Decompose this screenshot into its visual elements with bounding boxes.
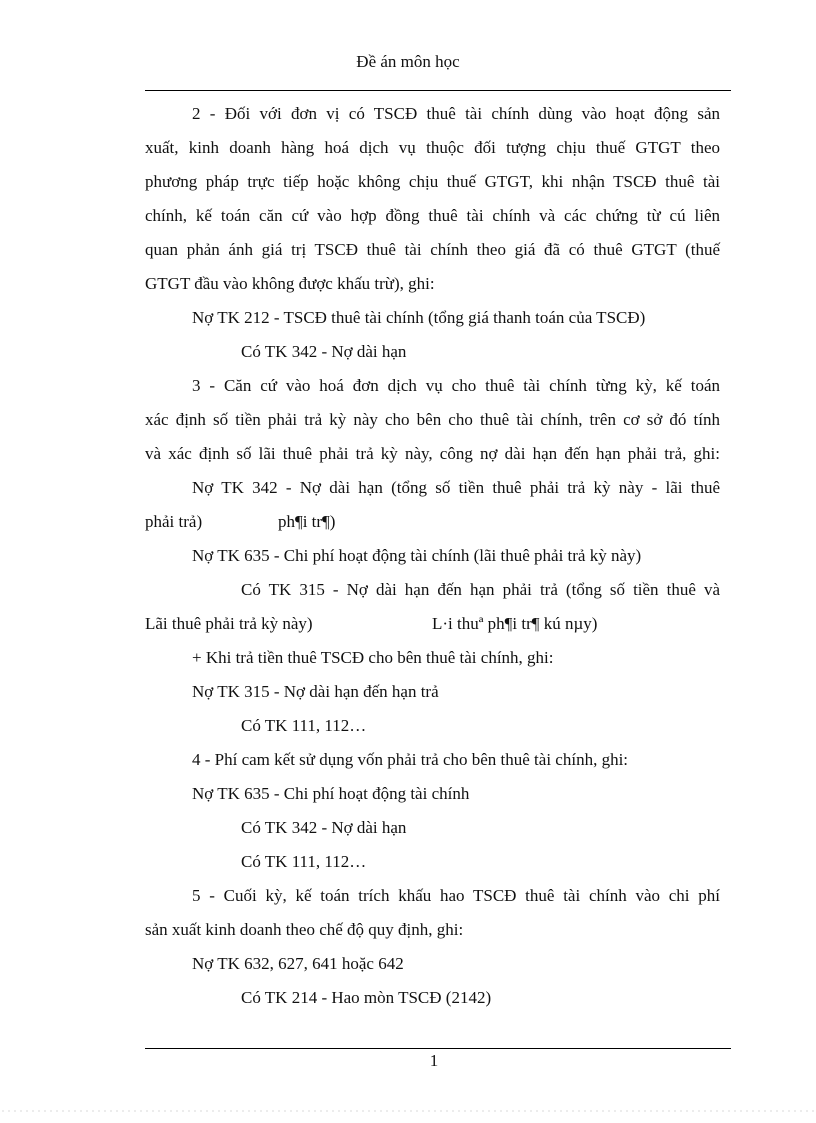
garbled-text: ph¶i tr¶) — [278, 512, 336, 531]
page-number: 1 — [429, 1051, 439, 1070]
footer-rule — [145, 1048, 731, 1049]
entry-continuation: Lãi thuê phải trả kỳ này) — [145, 614, 313, 633]
text-line: sản xuất kinh doanh theo chế độ quy định, ghi: — [145, 920, 464, 939]
text-line: và xác định số lãi thuê phải trả kỳ này, công nợ dài hạn đến hạn phải trả, ghi: — [145, 444, 720, 463]
journal-entry-credit: Có TK 214 - Hao mòn TSCĐ (2142) — [241, 988, 492, 1007]
text-line: 3 - Căn cứ vào hoá đơn dịch vụ cho thuê tài chính từng kỳ, kế toán — [192, 376, 720, 395]
journal-entry-credit: Có TK 315 - Nợ dài hạn đến hạn phải trả (tổng số tiền thuê và — [241, 580, 720, 599]
journal-entry-debit: Nợ TK 342 - Nợ dài hạn (tổng số tiền thuê phải trả kỳ này - lãi thuê — [192, 478, 720, 497]
entry-continuation: phải trả) — [145, 512, 203, 531]
paragraph-2 — [145, 97, 720, 369]
paragraph-3 — [145, 369, 720, 743]
paragraph-5 — [145, 879, 720, 1015]
garbled-text: L·i thuª ph¶i tr¶ kú nµy) — [432, 614, 598, 633]
journal-entry-debit: Nợ TK 635 - Chi phí hoạt động tài chính — [192, 784, 470, 803]
text-line: phương pháp trực tiếp hoặc không chịu thuế GTGT, khi nhận TSCĐ thuê tài — [145, 172, 720, 191]
sub-instruction: + Khi trả tiền thuê TSCĐ cho bên thuê tài chính, ghi: — [192, 648, 554, 667]
text-line: 2 - Đối với đơn vị có TSCĐ thuê tài chính dùng vào hoạt động sản — [192, 104, 720, 123]
text-line: 5 - Cuối kỳ, kế toán trích khấu hao TSCĐ thuê tài chính vào chi phí — [192, 886, 720, 905]
journal-entry-debit: Nợ TK 632, 627, 641 hoặc 642 — [192, 954, 404, 973]
text-line: xuất, kinh doanh hàng hoá dịch vụ thuộc đối tượng chịu thuế GTGT theo — [145, 138, 720, 157]
journal-entry-debit: Nợ TK 635 - Chi phí hoạt động tài chính (lãi thuê phải trả kỳ này) — [192, 546, 642, 565]
text-line: xác định số tiền phải trả kỳ này cho bên cho thuê tài chính, trên cơ sở đó tính — [145, 410, 720, 429]
header-rule — [145, 90, 731, 91]
journal-entry-credit: Có TK 111, 112… — [241, 716, 367, 735]
text-line: GTGT đầu vào không được khấu trừ), ghi: — [145, 274, 435, 293]
text-line: quan phản ánh giá trị TSCĐ thuê tài chính theo giá đã có thuê GTGT (thuế — [145, 240, 720, 259]
page-header-title: Đề án môn học — [356, 52, 460, 71]
document-body — [145, 97, 720, 1015]
text-line — [145, 505, 720, 539]
journal-entry-credit: Có TK 342 - Nợ dài hạn — [241, 342, 407, 361]
journal-entry-credit: Có TK 111, 112… — [241, 852, 367, 871]
page-bottom-border — [0, 1110, 816, 1112]
journal-entry-debit: Nợ TK 212 - TSCĐ thuê tài chính (tổng giá thanh toán của TSCĐ) — [192, 308, 646, 327]
paragraph-4 — [145, 743, 720, 879]
text-line: 4 - Phí cam kết sử dụng vốn phải trả cho bên thuê tài chính, ghi: — [192, 750, 629, 769]
text-line: chính, kế toán căn cứ vào hợp đồng thuê tài chính và các chứng từ cú liên — [145, 206, 720, 225]
journal-entry-debit: Nợ TK 315 - Nợ dài hạn đến hạn trả — [192, 682, 439, 701]
text-line — [145, 607, 720, 641]
journal-entry-credit: Có TK 342 - Nợ dài hạn — [241, 818, 407, 837]
